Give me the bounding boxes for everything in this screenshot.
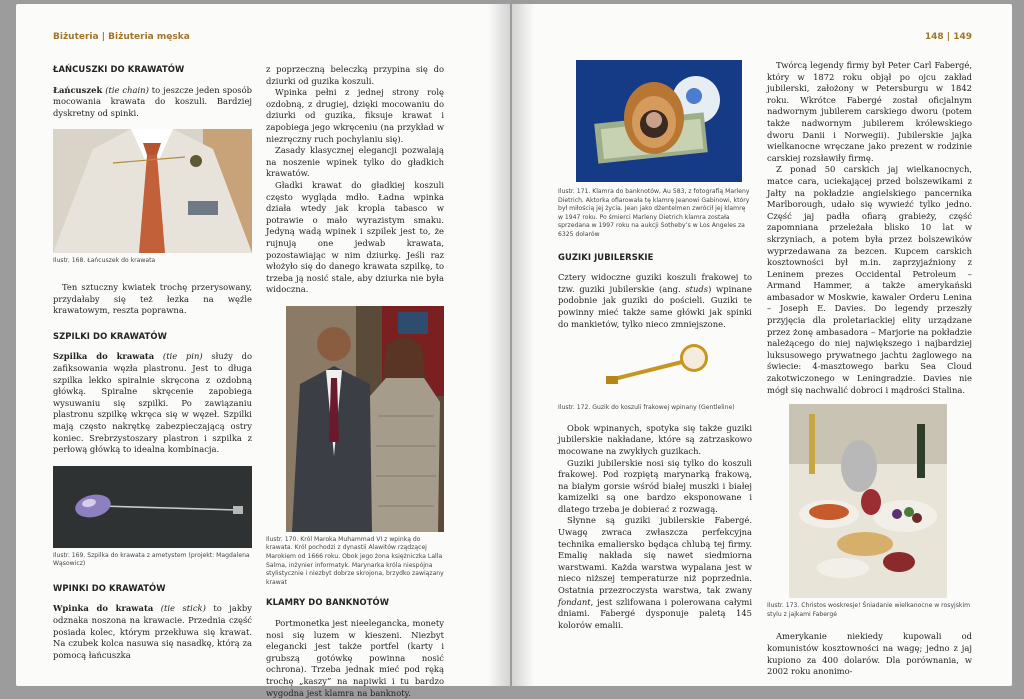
king-photo	[286, 306, 444, 532]
section-heading-tie-sticks: WPINKI DO KRAWATÓW	[53, 582, 166, 593]
paragraph: Portmonetka jest nieelegancka, monety nosi się luzem w kieszeni. Niezbyt elegancki jest także portfel (karty i grubszą gotówkę powinna nosić ochrona). Trzeba jednak mieć pod ręką trochę „kaszy” na napiwki i tu bardzo wygodna jest klamra na banknoty.	[266, 618, 444, 698]
p149-column-2	[767, 60, 972, 678]
running-header-right: 148 | 149	[924, 32, 972, 42]
stud-button-photo	[558, 336, 752, 400]
paragraph: Twórcą legendy firmy był Peter Carl Fabergé, który w 1872 roku objął po ojcu zakład jubilerski, założony w Petersburgu w 1842 roku. Wkrótce Fabergé został oficjalnym nadwornym jubilerem carskiego dworu (potem także nadwornym jubilerem królewskiego dworu Danii i Norwegii). Jubilerskie jajka wielkanocne wręczane jako prezent w rodzinie carskiej rozsławiły firmę.	[767, 60, 972, 163]
gutter-shadow-right	[512, 4, 534, 686]
paragraph: Obok wpinanych, spotyka się także guziki jubilerskie nakładane, które są zatrzaskowo mocowane na zwykłych guzikach.	[558, 422, 752, 456]
p149-column-1	[558, 60, 752, 631]
figure-171	[558, 60, 752, 240]
figure-173	[767, 404, 972, 619]
page-149	[512, 4, 1012, 686]
paragraph: Wpinka do krawata (tie stick) to jakby odznaka noszona na krawacie. Przednia część posiada kolec, którym przekłuwa się krawat. Na czubek kolca nasuwa się nasadkę, którą za pomocą łańcuszka	[53, 603, 252, 660]
figure-caption: Ilustr. 170. Król Maroka Muhammad VI z wpinką do krawata. Król pochodzi z dynastii Alawitów rządzącej Marokiem od 1666 roku. Obok jego żona księżniczka Lalla Salma, inżynier informatyk. Marynarka króla niespójna stylistycznie i niezbyt dobrze skrojona, brzydko zawiązany krawat	[266, 535, 444, 586]
money-clip-photo	[576, 60, 742, 182]
figure-169	[53, 466, 252, 569]
paragraph: Amerykanie niekiedy kupowali od komunistów kosztowności na wagę; jedno z jaj kupiono za 400 dolarów. Dla porównania, w 2002 roku anonimo-	[767, 631, 972, 677]
paragraph: Szpilka do krawata (tie pin) służy do zafiksowania węzła plastronu. Jest to długa szpilka lekko spiralnie skręcona z ozdobną główką. Spiralne skręcenie zapobiega wysuwaniu się szpilki. Po zawiązaniu plastronu szpilkę wkręca się w węzeł. Szpilki mają często nakrętkę zabezpieczającą ostry koniec. Srebrzystoszary plastron i szpilka z perłową główką to idealna kombinacja.	[53, 351, 252, 455]
tie-pin-photo	[53, 466, 252, 548]
section-heading-money-clips: KLAMRY DO BANKNOTÓW	[266, 597, 390, 608]
paragraph: Wpinka pełni z jednej strony rolę ozdobną, z drugiej, dzięki mocowaniu do dziurki od guzika, fiksuje krawat i zapobiega jego wkręceniu (na przykład w niezręczny ruch pochylaniu się).	[266, 87, 444, 144]
p148-column-2	[266, 64, 444, 699]
paragraph: Gładki krawat do gładkiej koszuli często wygląda mdło. Ładna wpinka działa wtedy jak kropla tabasco w potrawie o mało wyrazistym smaku. Jedyną wadą wpinek i szpilek jest to, że rujnują one jedwab krawata, pozostawiając w nim dziurkę. Jeśli raz włożyło się do danego krawata szpilkę, to trzeba ją nosić stale, aby dziurka nie była widoczna.	[266, 179, 444, 295]
gutter-shadow-left	[488, 4, 510, 686]
figure-caption: Ilustr. 173. Christos woskresje! Śniadanie wielkanocne w rosyjskim stylu z jajkami Fabergé	[767, 602, 971, 618]
paragraph: z poprzeczną beleczką przypina się do dziurki od guzika koszuli.	[266, 64, 444, 86]
paragraph: Łańcuszek (tie chain) to jeszcze jeden sposób mocowania krawata do koszuli. Bardziej dyskretny od spinki.	[53, 84, 252, 118]
easter-breakfast-photo	[789, 404, 947, 598]
figure-caption: Ilustr. 172. Guzik do koszuli frakowej wpinany (Gentleline)	[558, 404, 735, 412]
paragraph: Z ponad 50 carskich jaj wielkanocnych, matce cara, uciekającej przed bolszewikami z Jałty na pokładzie angielskiego pancernika Marlborough, udało się wywieźć tylko jedno. Część jaj padła ofiarą grabieży, część zapomniana przeleżała blisko 10 lat w skrzyniach, a potem była przez bolszewików wyprzedawana za bezcen. Kupcem carskich kosztowności był m.in. zaprzyjaźniony z Leninem prezes Occidental Petroleum – Armand Hammer, a także amerykański ambasador w Moskwie, kawaler Orderu Lenina – Joseph E. Davies. Do legendy przeszły przyjęcia dla proletariackiej elity urządzane przez żonę ambasadora – Marjorie na pokładzie należącego do niej największego i najbardziej luksusowego prywatnego jachtu żaglowego na świecie: 4-masztowego barku Sea Cloud zakotwiczonego w Leningradzie. Davies nie mógł się nachwalić dobroci i mądrości Stalina.	[767, 164, 972, 395]
figure-172	[558, 336, 752, 413]
section-heading-tie-chains: ŁAŃCUSZKI DO KRAWATÓW	[53, 64, 185, 74]
section-heading-tie-pins: SZPILKI DO KRAWATÓW	[53, 330, 167, 341]
paragraph: Cztery widoczne guziki koszuli frakowej to tzw. guziki jubilerskie (ang. studs) wpinane podobnie jak guziki do pościeli. Guziki te powinny mieć także same główki jak spinki do mankietów, tylko nieco zmniejszone.	[558, 272, 753, 329]
figure-168	[53, 129, 252, 266]
paragraph: Słynne są guziki jubilerskie Fabergé. Uwagę zwraca zwłaszcza perfekcyjna technika emaliersko będąca chlubą tej firmy. Emalię nakłada się nawet siedmiorna warstwami. Każda warstwa wypalana jest w nieco niższej temperaturze niż poprzednia. Ostatnia przezroczysta warstwa, tak zwany fondant, jest szlifowana i polerowana całymi dniami. Fabergé dysponuje paletą 145 kolorów emalii.	[558, 515, 752, 630]
section-heading-jewel-studs: GUZIKI JUBILERSKIE	[558, 251, 654, 262]
paragraph: Guziki jubilerskie nosi się tylko do koszuli frakowej. Pod rozpiętą marynarką frakową, na białym gorsie wśród białej muszki i białej kamizelki są one bardzo eksponowane i dlatego trzeba je dobierać z rozwagą.	[558, 457, 752, 514]
page-148	[16, 4, 510, 698]
paragraph: Ten sztuczny kwiatek trochę przerysowany, przydałaby się też łezka na węźle krawatowym, reszta poprawna.	[53, 281, 252, 316]
figure-caption: Ilustr. 168. Łańcuszek do krawata	[53, 257, 156, 265]
running-header-left: Biżuteria | Biżuteria męska	[53, 32, 190, 42]
figure-caption: Ilustr. 171. Klamra do banknotów, Au 583, z fotografią Marleny Dietrich. Aktorka ofiarowała tę klamrę Jeanowi Gabinowi, który był miłością jej życia. Jean jako dżentelmen zwrócił jej klamrę w 1947 roku. Po śmierci Marleny Dietrich klamra została sprzedana w 1997 roku na aukcji Sotheby’s w Los Angeles za 6325 dolarów	[558, 188, 750, 238]
p148-column-1	[53, 64, 252, 661]
figure-caption: Ilustr. 169. Szpilka do krawata z ametystem (projekt: Magdalena Wąsowicz)	[53, 551, 250, 568]
tie-chain-photo	[53, 129, 252, 253]
figure-170	[266, 306, 444, 588]
paragraph: Zasady klasycznej elegancji pozwalają na noszenie wpinek tylko do gładkich krawatów.	[266, 145, 444, 179]
